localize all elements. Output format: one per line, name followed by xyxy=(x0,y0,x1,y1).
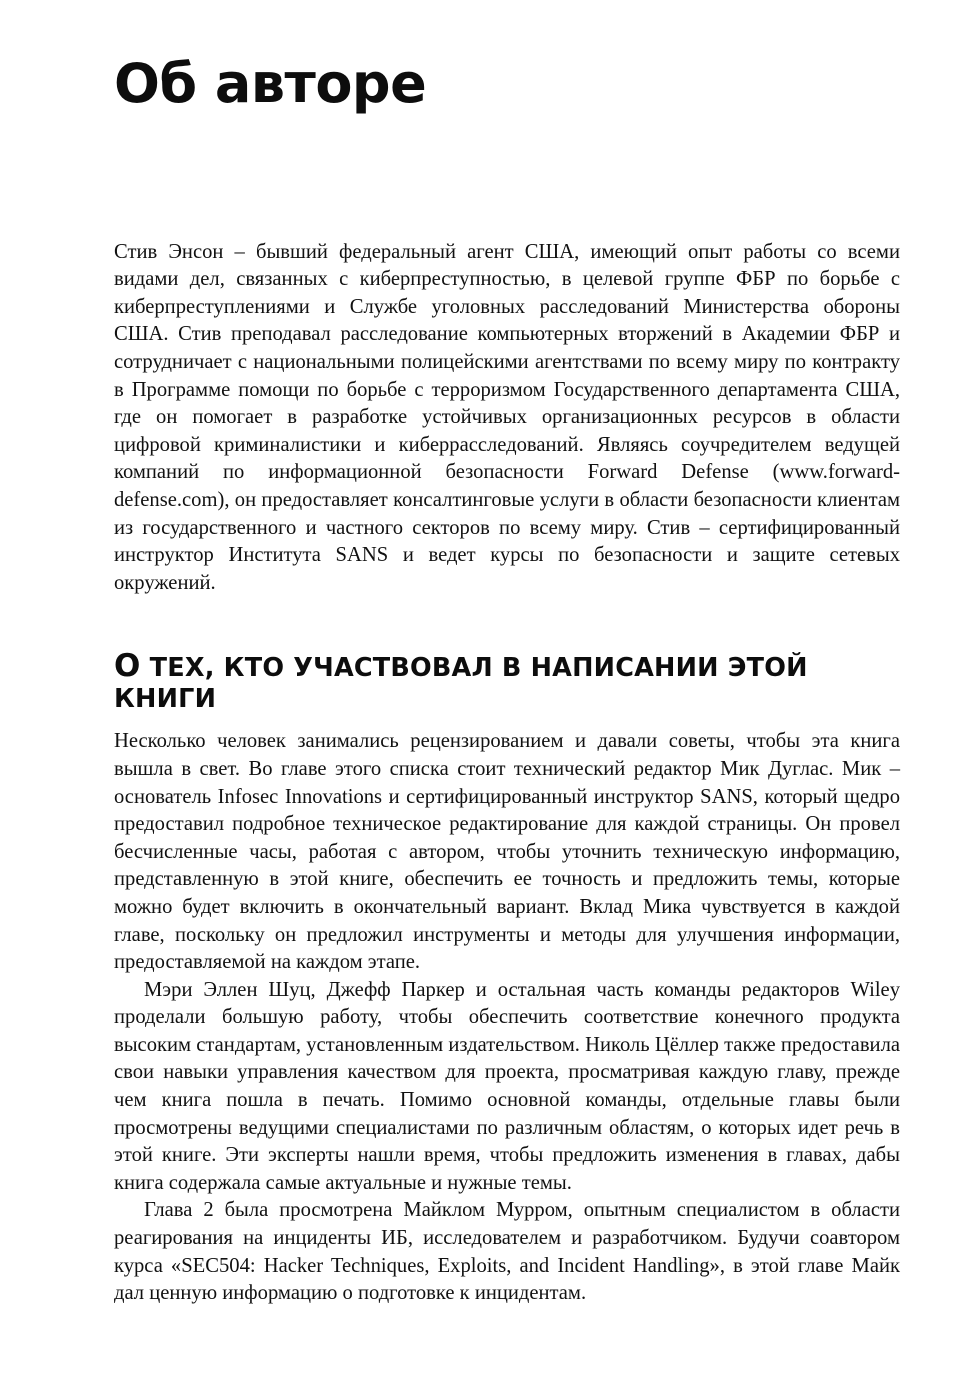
contributors-paragraph-2: Мэри Эллен Шуц, Джефф Паркер и остальная часть команды редакторов Wiley проделали большую работу, чтобы обеспечить соответствие конечного продукта высоким стандартам, установленным издательством. Николь Цёллер также предоставила свои навыки управления качеством для проекта, просматривая каждую главу, прежде чем книга пошла в печать. Помимо основной команды, отдельные главы были просмотрены ведущими специалистами по различным областям, о которых идет речь в этой книге. Эти эксперты нашли время, чтобы предложить изменения в главах, дабы книга содержала самые актуальные и нужные темы. xyxy=(114,978,900,1194)
contributors-section xyxy=(114,597,900,1307)
section-heading-initial: О xyxy=(114,648,141,685)
section-heading xyxy=(114,597,900,728)
contributors-paragraph-3: Глава 2 была просмотрена Майклом Мурром, опытным специалистом в области реагирования на инциденты ИБ, исследователем и разработчиком. Будучи соавтором курса «SEC504: Hacker Techniques, Exploits, and Incident Handling», в этой главе Майк дал ценную информацию о подготовке к инцидентам. xyxy=(114,1199,900,1305)
page-title: Об авторе xyxy=(114,52,427,115)
contributors-paragraph-1: Несколько человек занимались рецензированием и давали советы, чтобы эта книга вышла в свет. Во главе этого списка стоит технический редактор Мик Дуглас. Мик – основатель Infosec Innovations и сертифицированный инструктор SANS, который щедро предоставил подробное техническое редактирование для каждой страницы. Он провел бесчисленные часы, работая с автором, чтобы уточнить техническую информацию, представленную в этой книге, обеспечить ее точность и предложить темы, которые можно будет включить в окончательный вариант. Вклад Мика чувствуется в каждой главе, поскольку он предложил инструменты и методы для улучшения информации, предоставляемой на каждом этапе. xyxy=(114,730,900,974)
page-content xyxy=(114,0,900,1308)
author-bio-paragraph: Стив Энсон – бывший федеральный агент США, имеющий опыт работы со всеми видами дел, связанных с киберпреступностью, в целевой группе ФБР по борьбе с киберпреступлениями и Службе уголовных расследований Министерства обороны США. Стив преподавал расследование компьютерных вторжений в Академии ФБР и сотрудничает с национальными полицейскими агентствами по всему миру по контракту в Программе помощи по борьбе с терроризмом Государственного департамента США, где он помогает в разработке устойчивых организационных ресурсов в области цифровой криминалистики и киберрасследований. Являясь соучредителем ведущей компаний по информационной безопасности Forward Defense (www.forward-defense.com), он предоставляет консалтинговые услуги в области безопасности клиентам из государственного и частного секторов по всему миру. Стив – сертифицированный инструктор Института SANS и ведет курсы по безопасности и защите сетевых окружений. xyxy=(114,240,900,594)
section-heading-rest: ТЕХ, КТО УЧАСТВОВАЛ В НАПИСАНИИ ЭТОЙ КНИГИ xyxy=(114,653,808,715)
author-bio-block xyxy=(114,239,900,598)
